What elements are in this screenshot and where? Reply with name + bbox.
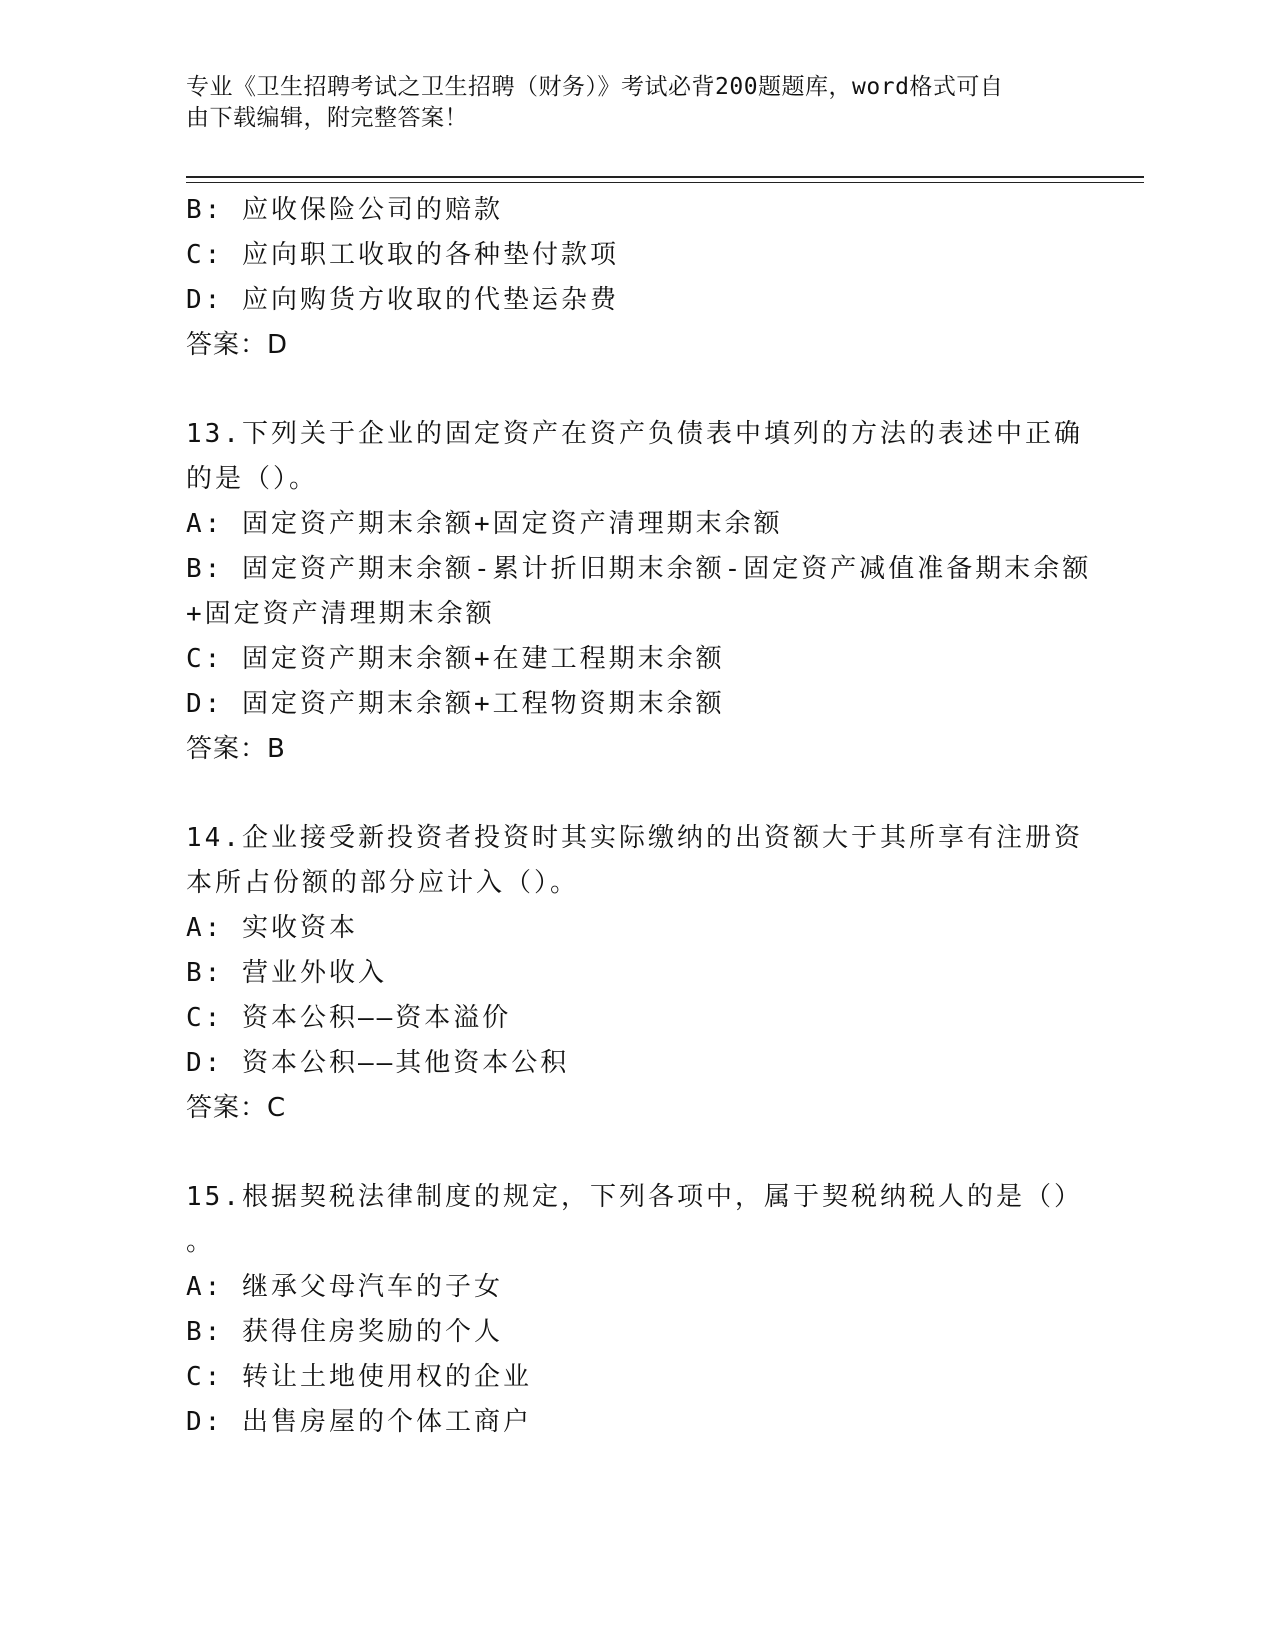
question-14 bbox=[186, 816, 1086, 1131]
option-a: A: 固定资产期末余额+固定资产清理期末余额 bbox=[186, 509, 783, 539]
question-12 bbox=[186, 188, 1086, 368]
answer: 答案：D bbox=[186, 330, 289, 360]
header-title-line-2: 由下载编辑，附完整答案！ bbox=[186, 105, 468, 131]
option-c: C: 应向职工收取的各种垫付款项 bbox=[186, 240, 619, 270]
option-a: A: 继承父母汽车的子女 bbox=[186, 1272, 503, 1302]
question-stem: 13.下列关于企业的固定资产在资产负债表中填列的方法的表述中正确 bbox=[186, 419, 1083, 449]
question-stem-continued: 本所占份额的部分应计入（）。 bbox=[186, 868, 580, 898]
spacer bbox=[186, 1131, 1086, 1175]
question-list bbox=[186, 188, 1092, 1445]
question-13 bbox=[186, 412, 1092, 772]
option-d: D: 固定资产期末余额+工程物资期末余额 bbox=[186, 689, 725, 719]
option-c: C: 资本公积——资本溢价 bbox=[186, 1003, 512, 1033]
header-title-line-1: 专业《卫生招聘考试之卫生招聘（财务）》考试必背200题题库，word格式可自 bbox=[186, 74, 1004, 100]
option-b-continued: +固定资产清理期末余额 bbox=[186, 599, 495, 629]
option-b: B: 应收保险公司的赔款 bbox=[186, 195, 503, 225]
question-stem-continued: 的是（）。 bbox=[186, 464, 319, 494]
option-c: C: 转让土地使用权的企业 bbox=[186, 1362, 532, 1392]
question-15 bbox=[186, 1175, 1086, 1445]
option-b: B: 固定资产期末余额-累计折旧期末余额-固定资产减值准备期末余额 bbox=[186, 554, 1092, 584]
question-stem-continued: 。 bbox=[186, 1227, 216, 1257]
header-divider-thin bbox=[186, 182, 1144, 183]
option-c: C: 固定资产期末余额+在建工程期末余额 bbox=[186, 644, 725, 674]
spacer bbox=[186, 368, 1086, 412]
option-d: D: 资本公积——其他资本公积 bbox=[186, 1048, 570, 1078]
option-b: B: 获得住房奖励的个人 bbox=[186, 1317, 503, 1347]
spacer bbox=[186, 772, 1086, 816]
answer: 答案：C bbox=[186, 1093, 287, 1123]
answer: 答案：B bbox=[186, 734, 286, 764]
page-header bbox=[186, 72, 1066, 134]
header-divider-thick bbox=[186, 176, 1144, 178]
option-a: A: 实收资本 bbox=[186, 913, 358, 943]
option-b: B: 营业外收入 bbox=[186, 958, 387, 988]
question-stem: 15.根据契税法律制度的规定，下列各项中，属于契税纳税人的是（） bbox=[186, 1182, 1083, 1212]
option-d: D: 出售房屋的个体工商户 bbox=[186, 1407, 532, 1437]
option-d: D: 应向购货方收取的代垫运杂费 bbox=[186, 285, 619, 315]
question-stem: 14.企业接受新投资者投资时其实际缴纳的出资额大于其所享有注册资 bbox=[186, 823, 1083, 853]
